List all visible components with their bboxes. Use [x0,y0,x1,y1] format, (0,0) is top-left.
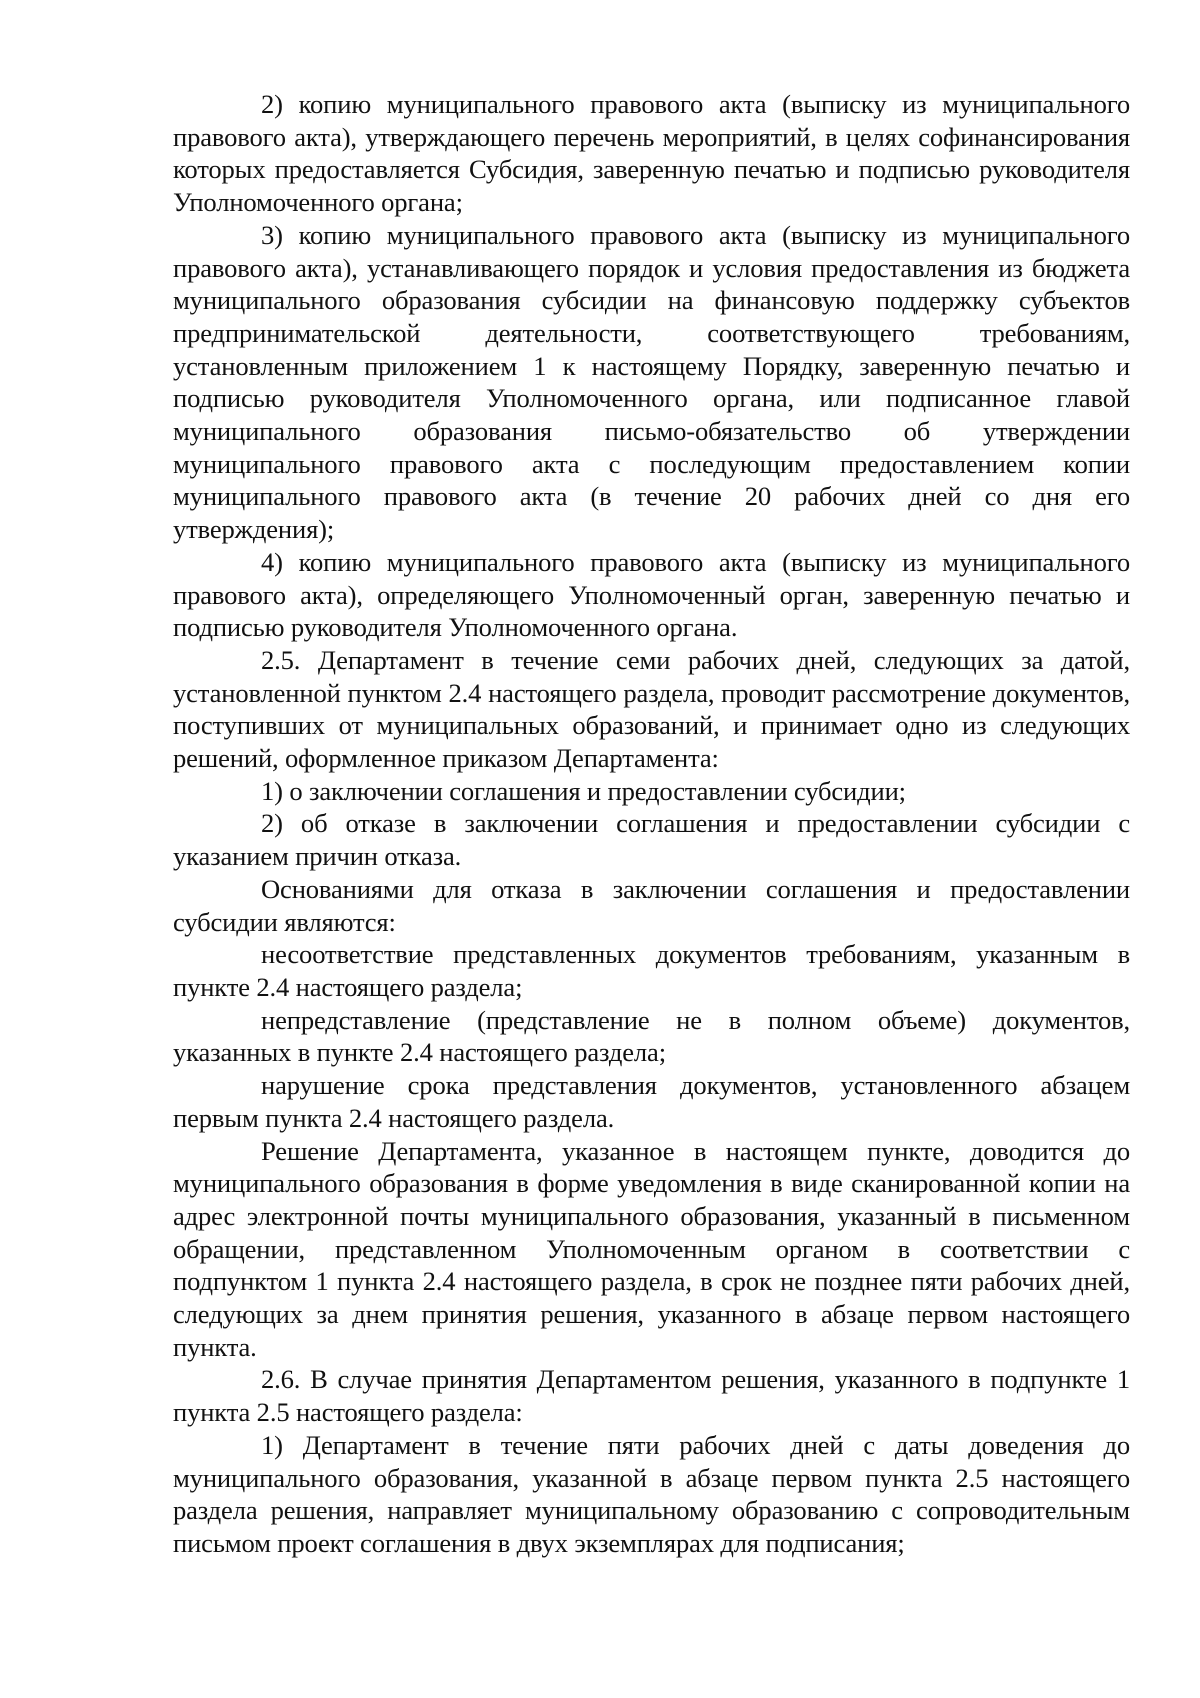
paragraph-decision-2: 2) об отказе в заключении соглашения и предоставлении субсидии с указанием причин отказа. [173,808,1130,872]
paragraph-item-2-copy-act-list: 2) копию муниципального правового акта (выписку из муниципального правового акта), утверждающего перечень мероприятий, в целях софинансирования которых предоставляется Субсидия, заверенную печатью и подписью руководителя Уполномоченного органа; [173,89,1130,218]
paragraph-item-3-copy-act-procedure: 3) копию муниципального правового акта (выписку из муниципального правового акта), устанавливающего порядок и условия предоставления из бюджета муниципального образования субсидии на финансовую поддержку субъектов предпринимательской деятельности, соответствующего требованиям, установленным приложением 1 к настоящему Порядку, заверенную печатью и подписью руководителя Уполномоченного органа, или подписанное главой муниципального образования письмо-обязательство об утверждении муниципального правового акта с последующим предоставлением копии муниципального правового акта (в течение 20 рабочих дней со дня его утверждения); [173,219,1130,545]
paragraph-clause-2-6-item-1: 1) Департамент в течение пяти рабочих дней с даты доведения до муниципального образования, указанной в абзаце первом пункта 2.5 настоящего раздела решения, направляет муниципальному образованию с сопроводительным письмом проект соглашения в двух экземплярах для подписания; [173,1429,1130,1558]
paragraph-item-4-copy-act-authority: 4) копию муниципального правового акта (выписку из муниципального правового акта), определяющего Уполномоченный орган, заверенную печатью и подписью руководителя Уполномоченного органа. [173,546,1130,643]
paragraph-ground-nonsubmission: непредставление (представление не в полном объеме) документов, указанных в пункте 2.4 настоящего раздела; [173,1004,1130,1068]
paragraph-refusal-grounds: Основаниями для отказа в заключении соглашения и предоставлении субсидии являются: [173,873,1130,937]
paragraph-decision-notification: Решение Департамента, указанное в настоящем пункте, доводится до муниципального образования в форме уведомления в виде сканированной копии на адрес электронной почты муниципального образования, указанный в письменном обращении, представленном Уполномоченным органом в соответствии с подпунктом 1 пункта 2.4 настоящего раздела, в срок не позднее пяти рабочих дней, следующих за днем принятия решения, указанного в абзаце первом настоящего пункта. [173,1135,1130,1362]
paragraph-ground-deadline: нарушение срока представления документов, установленного абзацем первым пункта 2.4 настоящего раздела. [173,1070,1130,1133]
document-page [173,88,1130,1560]
paragraph-decision-1: 1) о заключении соглашения и предоставлении субсидии; [261,775,906,806]
paragraph-ground-mismatch: несоответствие представленных документов требованиям, указанным в пункте 2.4 настоящего раздела; [173,939,1130,1002]
paragraph-clause-2-5: 2.5. Департамент в течение семи рабочих дней, следующих за датой, установленной пунктом 2.4 настоящего раздела, проводит рассмотрение документов, поступивших от муниципальных образований, и принимает одно из следующих решений, оформленное приказом Департамента: [173,644,1130,774]
paragraph-clause-2-6: 2.6. В случае принятия Департаментом решения, указанного в подпункте 1 пункта 2.5 настоящего раздела: [173,1364,1130,1428]
